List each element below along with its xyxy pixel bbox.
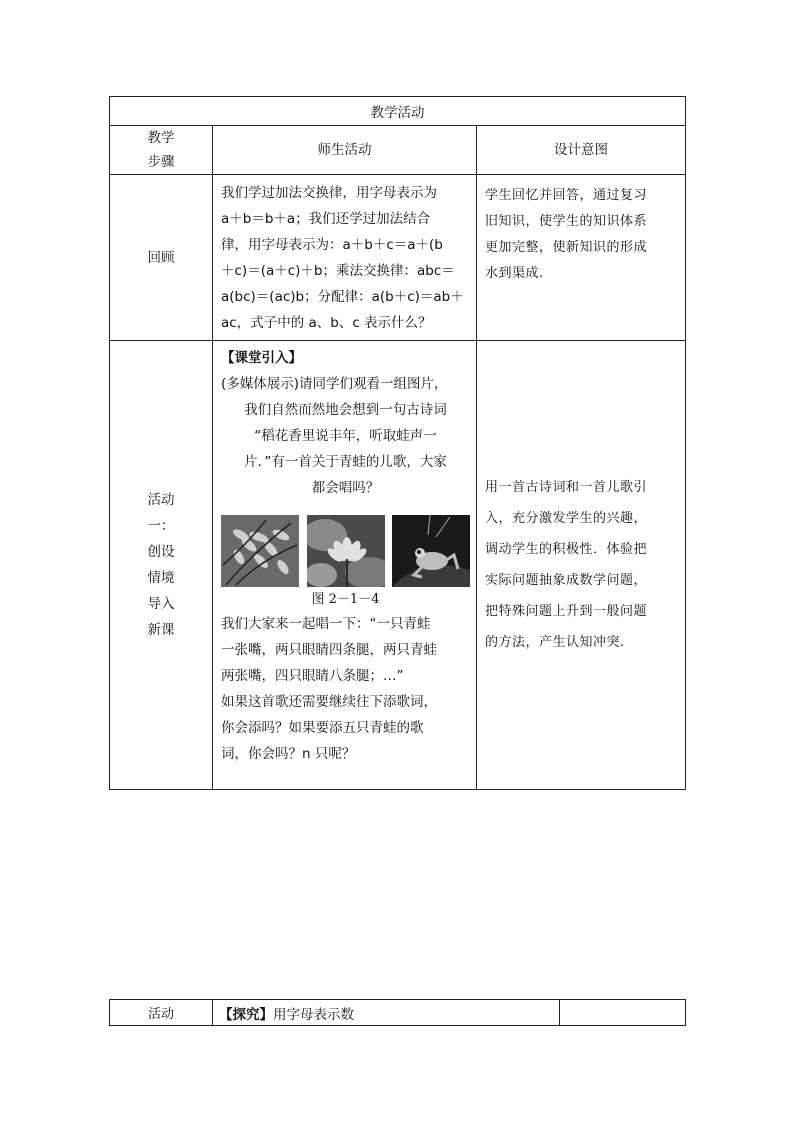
step-activity-one (110, 341, 213, 790)
activity-one-content (213, 341, 477, 790)
intent-line: 学生回忆并回答，通过复习 (485, 188, 648, 203)
header-intent: 设计意图 (477, 126, 686, 175)
step-line: 导入 (147, 596, 175, 612)
step-line: 新课 (147, 622, 175, 638)
picture-group (221, 515, 470, 587)
header-step-line2: 步骤 (147, 154, 175, 170)
intent-line: 更加完整，使新知识的形成 (485, 240, 648, 255)
song-line: 一张嘴，两只眼睛四条腿，两只青蛙 (221, 642, 437, 658)
intent-line: 用一首古诗词和一首儿歌引 (485, 480, 648, 495)
teaching-activity-table (109, 96, 686, 790)
step-line: 活动 (147, 492, 175, 508)
intent-line: 旧知识，使学生的知识体系 (485, 214, 648, 229)
intro-line: 都会唱吗？ (311, 480, 380, 496)
intent-line: 把特殊问题上升到一般问题 (485, 604, 648, 619)
intro-line: (多媒体展示)请同学们观看一组图片， (221, 376, 448, 392)
song-line: 如果这首歌还需要继续往下添歌词， (221, 694, 437, 710)
intent-line: 水到渠成. (485, 266, 544, 281)
rice-icon (221, 515, 299, 587)
review-line: a＋b＝b＋a；我们还学过加法结合 (221, 210, 431, 227)
step-line: 情境 (147, 570, 175, 586)
song-line: 我们大家来一起唱一下：“一只青蛙 (221, 616, 431, 632)
figure-caption: 图 2－1－4 (311, 592, 380, 607)
step-line: 创设 (147, 544, 175, 560)
intro-line: “稻花香里说丰年，听取蛙声一 (254, 428, 437, 444)
song-line: 你会添吗？如果要添五只青蛙的歌 (221, 720, 424, 736)
explore-step: 活动 (110, 1000, 213, 1026)
review-intent (477, 175, 686, 341)
review-line: 我们学过加法交换律，用字母表示为 (221, 184, 437, 201)
explore-empty-cell (560, 1000, 686, 1026)
intent-line: 的方法，产生认知冲突. (485, 635, 625, 650)
header-activity: 师生活动 (213, 126, 477, 175)
review-line: ac，式子中的 a、b、c 表示什么？ (221, 314, 432, 331)
header-step-line1: 教学 (147, 130, 175, 146)
explore-text: 用字母表示数 (273, 1006, 354, 1023)
header-step (110, 126, 213, 175)
intent-line: 入，充分激发学生的兴趣， (485, 511, 648, 526)
explore-heading: 【探究】 (219, 1006, 273, 1023)
review-line: ＋c)＝(a＋c)＋b；乘法交换律：abc＝ (221, 262, 455, 279)
review-line: 律，用字母表示为：a＋b＋c＝a＋(b (221, 236, 443, 253)
review-activity (213, 175, 477, 341)
explore-table (109, 999, 686, 1026)
lotus-icon (307, 515, 385, 587)
explore-content (213, 1000, 560, 1026)
classroom-intro-heading: 【课堂引入】 (221, 350, 302, 366)
intent-line: 调动学生的积极性．体验把 (485, 542, 648, 557)
step-line: 一： (147, 518, 175, 534)
review-line: a(bc)＝(ac)b；分配律：a(b＋c)＝ab＋ (221, 288, 464, 305)
intent-line: 实际问题抽象成数学问题， (485, 573, 648, 588)
step-review: 回顾 (110, 175, 213, 341)
table-title: 教学活动 (110, 97, 686, 126)
intro-line: 片．”有一首关于青蛙的儿歌，大家 (244, 454, 447, 470)
song-line: 两张嘴，四只眼睛八条腿；…” (221, 668, 404, 684)
activity-one-intent (477, 341, 686, 790)
song-line: 词，你会吗？n 只呢？ (221, 746, 356, 762)
frog-icon (392, 515, 470, 587)
intro-line: 我们自然而然地会想到一句古诗词 (244, 402, 447, 418)
